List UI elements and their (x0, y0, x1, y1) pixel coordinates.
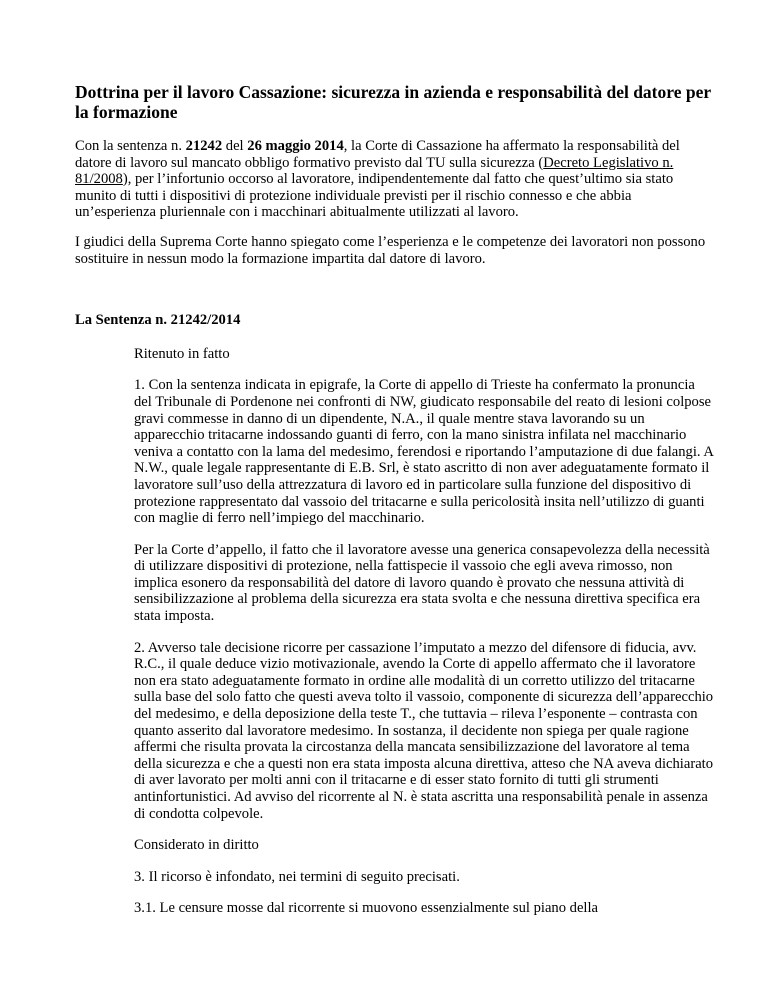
sentence-paragraph: 2. Avverso tale decisione ricorre per cassazione l’imputato a mezzo del difensore di fiducia, avv. R.C., il quale deduce vizio motivazionale, avendo la Corte di appello affermato che il lavoratore non era stato adeguatamente formato in ordine alle modalità di un corretto utilizzo del tritacarne sulla base del solo fatto che questi aveva tolto il vassoio, componente di sicurezza dell’apparecchio del medesimo, e della deposizione della teste T., che tuttavia – rileva l’esponente – contrasta con quanto asserito dal lavoratore medesimo. In sostanza, il decidente non spiega per quale ragione affermi che risulta provata la circostanza della mancata sensibilizzazione del lavoratore al tema della sicurezza e che a questi non era stata imposta alcuna direttiva, atteso che NA aveva dichiarato di aver lavorato per molti anni con il tritacarne e di esser stato fornito di tutti gli strumenti antinfortunistici. Ad avviso del ricorrente al N. è stata ascritta una responsabilità penale in assenza di condotta colpevole. (134, 639, 714, 822)
document-page (75, 82, 715, 932)
section-heading: La Sentenza n. 21242/2014 (75, 312, 241, 329)
decreto-legislativo-link[interactable]: Decreto Legislativo n. 81/2008 (75, 154, 674, 188)
sentence-paragraph: 1. Con la sentenza indicata in epigrafe, la Corte di appello di Trieste ha confermato la pronuncia del Tribunale di Pordenone nei confronti di NW, giudicato responsabile del reato di lesioni colpose gravi commesse in danno di un dipendente, N.A., il quale mentre stava lavorando su un apparecchio tritacarne indossando guanti di ferro, con la mano sinistra infilata nel macchinario veniva a contatto con la lama del medesimo, ferendosi e riportando l’amputazione di due falangi. A N.W., quale legale rappresentante di E.B. Srl, è stato ascritto di non aver adeguatamente formato il lavoratore sull’uso della attrezzatura di lavoro ed in particolare sulla funzione del dispositivo di protezione rappresentato dal vassoio del tritacarne e sulla pericolosità insita nell’utilizzo di guanti con maglie di ferro nell’impiego del macchinario. (134, 377, 714, 527)
subheading-considerato: Considerato in diritto (134, 837, 259, 854)
sentence-date: 26 maggio 2014 (247, 138, 344, 154)
intro-paragraph-2: I giudici della Suprema Corte hanno spiegato come l’esperienza e le competenze dei lavoratori non possono sostituire in nessun modo la formazione impartita dal datore di lavoro. (75, 233, 706, 267)
sentence-paragraph: 3. Il ricorso è infondato, nei termini di seguito precisati. (134, 868, 460, 885)
subheading-ritenuto: Ritenuto in fatto (134, 345, 230, 362)
sentence-body (134, 346, 715, 917)
intro-text: del (222, 138, 248, 154)
intro-text: , la Corte di Cassazione ha affermato la responsabilità del datore di lavoro sul mancato obbligo formativo previsto dal TU sulla sicurezza ( (75, 138, 680, 171)
sentence-paragraph: 3.1. Le censure mosse dal ricorrente si muovono essenzialmente sul piano della (134, 900, 599, 917)
sentence-paragraph: Per la Corte d’appello, il fatto che il lavoratore avesse una generica consapevolezza della necessità di utilizzare dispositivi di protezione, nella fattispecie il vassoio che egli aveva rimosso, non implica esonero da responsabilità del datore di lavoro quando è provato che nessuna attività di sensibilizzazione al problema della sicurezza era stata svolta e che nessuna direttiva specifica era stata imposta. (134, 541, 710, 625)
sentence-number: 21242 (185, 138, 223, 154)
intro-paragraph (75, 138, 715, 221)
intro-text: ), per l’infortunio occorso al lavoratore, indipendentemente dal fatto che quest’ultimo sia stato munito di tutti i dispositivi di protezione individuale previsti per il rischio connesso e che abbia un’esperienza pluriennale con i macchinari abitualmente utilizzati al lavoro. (75, 171, 674, 221)
intro-text: Con la sentenza n. (75, 138, 186, 154)
page-title: Dottrina per il lavoro Cassazione: sicurezza in azienda e responsabilità del datore per la formazione (75, 82, 711, 122)
